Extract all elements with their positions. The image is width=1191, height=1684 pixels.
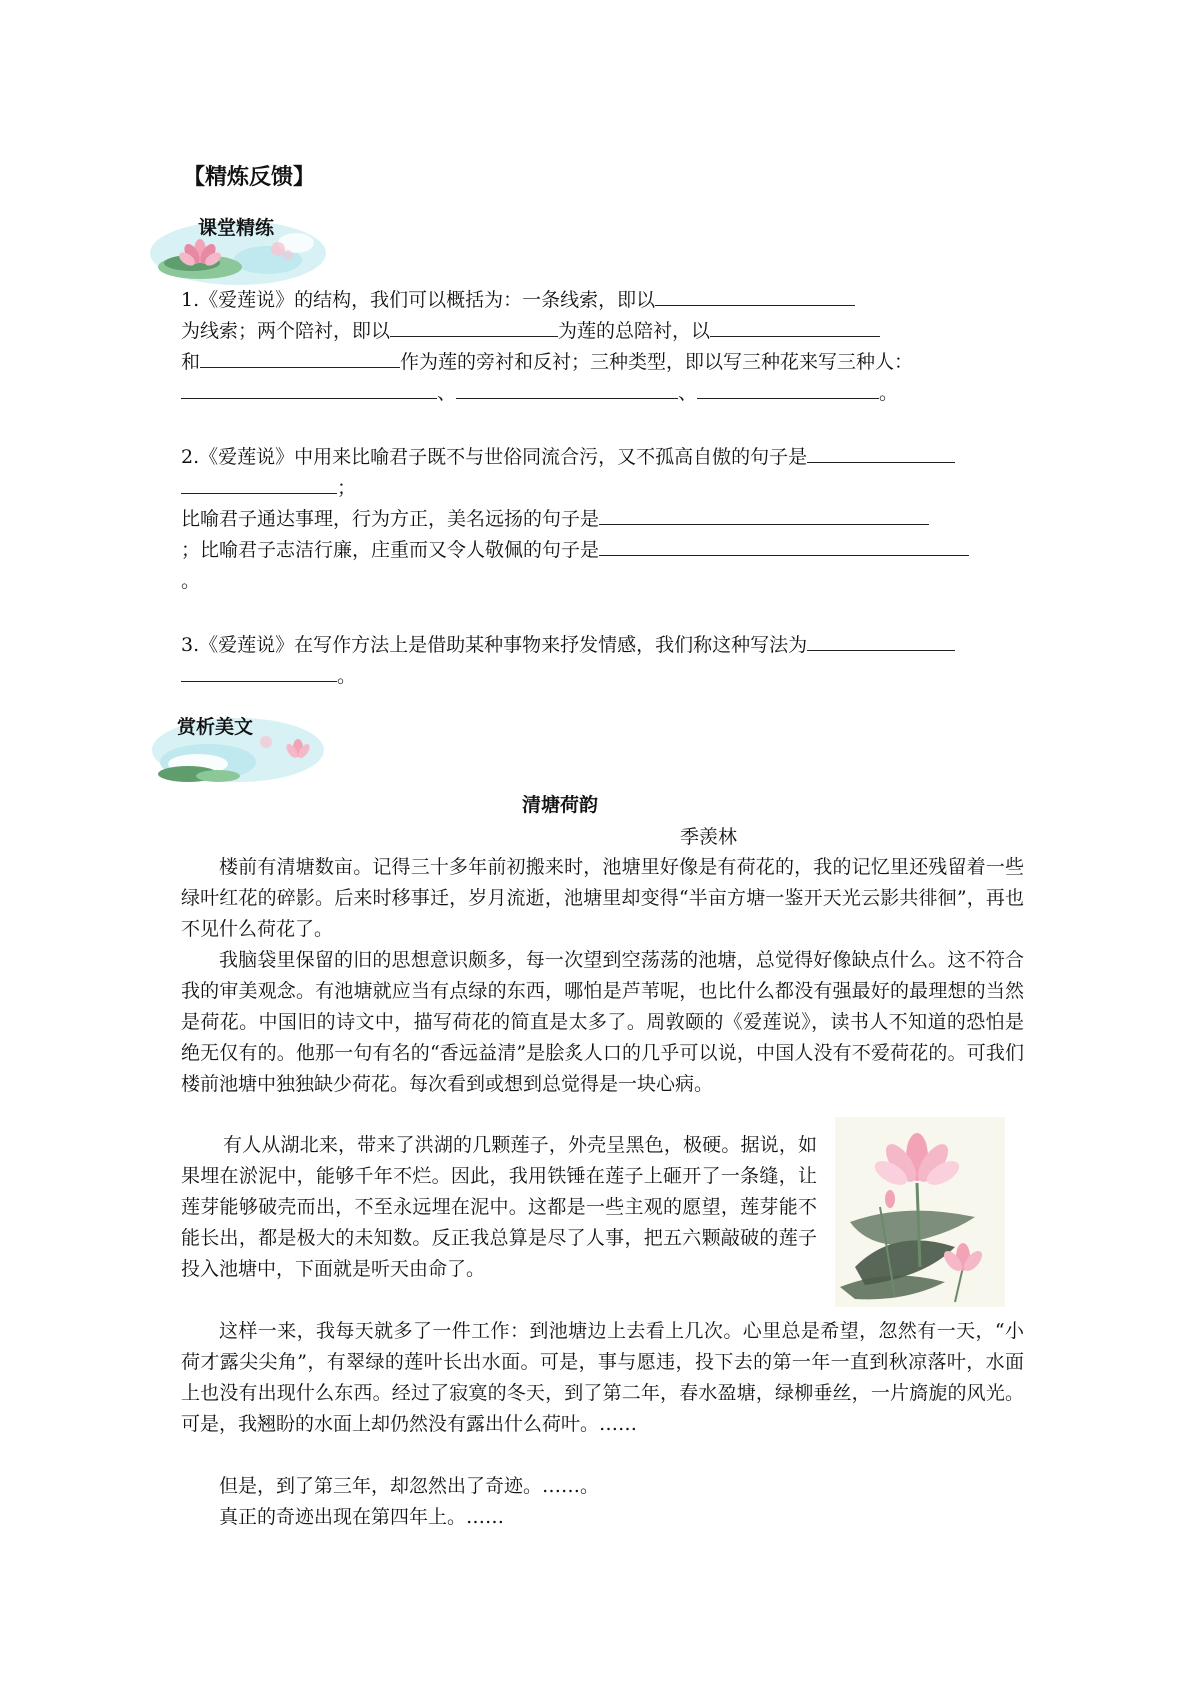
article-title: 清塘荷韵: [522, 794, 599, 816]
section-heading: 【精炼反馈】: [183, 165, 316, 190]
answer-blank[interactable]: [807, 442, 955, 463]
answer-blank[interactable]: [181, 473, 337, 494]
answer-blank[interactable]: [599, 535, 969, 556]
question-3-end: 。: [337, 665, 357, 687]
lotus-painting-icon: [835, 1117, 1005, 1307]
answer-blank[interactable]: [710, 316, 880, 337]
question-1-text-1: 1.《爱莲说》的结构，我们可以概括为：一条线索，即以: [181, 289, 656, 311]
article-paragraph-1: 楼前有清塘数亩。记得三十多年前初搬来时，池塘里好像是有荷花的，我的记忆里还残留着一些绿叶红花的碎影。后来时移事迁，岁月流逝，池塘里却变得“半亩方塘一鉴开天光云影共徘徊”，再也不见什么荷花了。: [181, 856, 1024, 940]
answer-blank[interactable]: [200, 347, 400, 368]
question-1-sep-1: 、: [437, 382, 457, 404]
answer-blank[interactable]: [807, 630, 955, 651]
question-1-line-1: [181, 285, 855, 316]
answer-blank[interactable]: [599, 504, 929, 525]
answer-blank[interactable]: [697, 378, 879, 399]
question-2-line-4: [181, 535, 969, 566]
question-3-line-2: [181, 661, 356, 692]
question-3-line-1: [181, 630, 955, 661]
question-2-line-2: [181, 473, 356, 504]
question-1-line-3: [181, 347, 913, 378]
question-1-line-2: [181, 316, 880, 347]
question-2-line-5: 。: [181, 570, 201, 592]
section-label-reading: 赏析美文: [177, 716, 254, 738]
question-1-line-4: [181, 378, 898, 409]
question-2-text-2: ；: [337, 477, 357, 499]
article-paragraph-6: 真正的奇迹出现在第四年上。……: [219, 1506, 505, 1528]
question-2-text-3: 比喻君子通达事理，行为方正，美名远扬的句子是: [181, 508, 600, 530]
article-author: 季羡林: [680, 826, 738, 848]
question-2-line-3: [181, 504, 929, 535]
question-1-sep-2: 、: [678, 382, 698, 404]
article-paragraph-2: 我脑袋里保留的旧的思想意识颇多，每一次望到空荡荡的池塘，总觉得好像缺点什么。这不符合我的审美观念。有池塘就应当有点绿的东西，哪怕是芦苇呢，也比什么都没有强最好的最理想的当然是荷花。中国旧的诗文中，描写荷花的简直是太多了。周敦颐的《爱莲说》，读书人不知道的恐怕是绝无仅有的。他那一句有名的“香远益清”是脍炙人口的几乎可以说，中国人没有不爱荷花的。可我们楼前池塘中独独缺少荷花。每次看到或想到总觉得是一块心病。: [181, 949, 1024, 1095]
article-paragraph-3: 有人从湖北来，带来了洪湖的几颗莲子，外壳呈黑色，极硬。据说，如果埋在淤泥中，能够千年不烂。因此，我用铁锤在莲子上砸开了一条缝，让莲芽能够破壳而出，不至永远埋在泥中。这都是一些主观的愿望，莲芽能不能长出，都是极大的未知数。反正我总算是尽了人事，把五六颗敲破的莲子投入池塘中，下面就是听天由命了。: [181, 1134, 817, 1280]
question-1-text-3b: 作为莲的旁衬和反衬；三种类型，即以写三种花来写三种人：: [400, 351, 914, 373]
question-1-text-2b: 为莲的总陪衬，以: [558, 320, 711, 342]
question-2-text-4: ；比喻君子志洁行廉，庄重而又令人敬佩的句子是: [181, 539, 600, 561]
lotus-illustration: [835, 1117, 1005, 1307]
question-2-text-1: 2.《爱莲说》中用来比喻君子既不与世俗同流合污，又不孤高自傲的句子是: [181, 446, 808, 468]
answer-blank[interactable]: [655, 285, 855, 306]
answer-blank[interactable]: [181, 378, 437, 399]
question-1-text-2a: 为线索；两个陪衬，即以: [181, 320, 391, 342]
article-paragraph-4: 这样一来，我每天就多了一件工作：到池塘边上去看上几次。心里总是希望，忽然有一天，“小荷才露尖尖角”，有翠绿的莲叶长出水面。可是，事与愿违，投下去的第一年一直到秋凉落叶，水面上也没有出现什么东西。经过了寂寞的冬天，到了第二年，春水盈塘，绿柳垂丝，一片旖旎的风光。可是，我翘盼的水面上却仍然没有露出什么荷叶。……: [181, 1320, 1024, 1435]
answer-blank[interactable]: [181, 661, 337, 682]
answer-blank[interactable]: [390, 316, 558, 337]
section-label-practice: 课堂精练: [198, 217, 275, 239]
answer-blank[interactable]: [456, 378, 678, 399]
question-1-text-3a: 和: [181, 351, 201, 373]
question-1-end: 。: [879, 382, 899, 404]
article-paragraph-5: 但是，到了第三年，却忽然出了奇迹。……。: [219, 1475, 600, 1497]
question-3-text-1: 3.《爱莲说》在写作方法上是借助某种事物来抒发情感，我们称这种写法为: [181, 634, 808, 656]
question-2-line-1: [181, 442, 955, 473]
